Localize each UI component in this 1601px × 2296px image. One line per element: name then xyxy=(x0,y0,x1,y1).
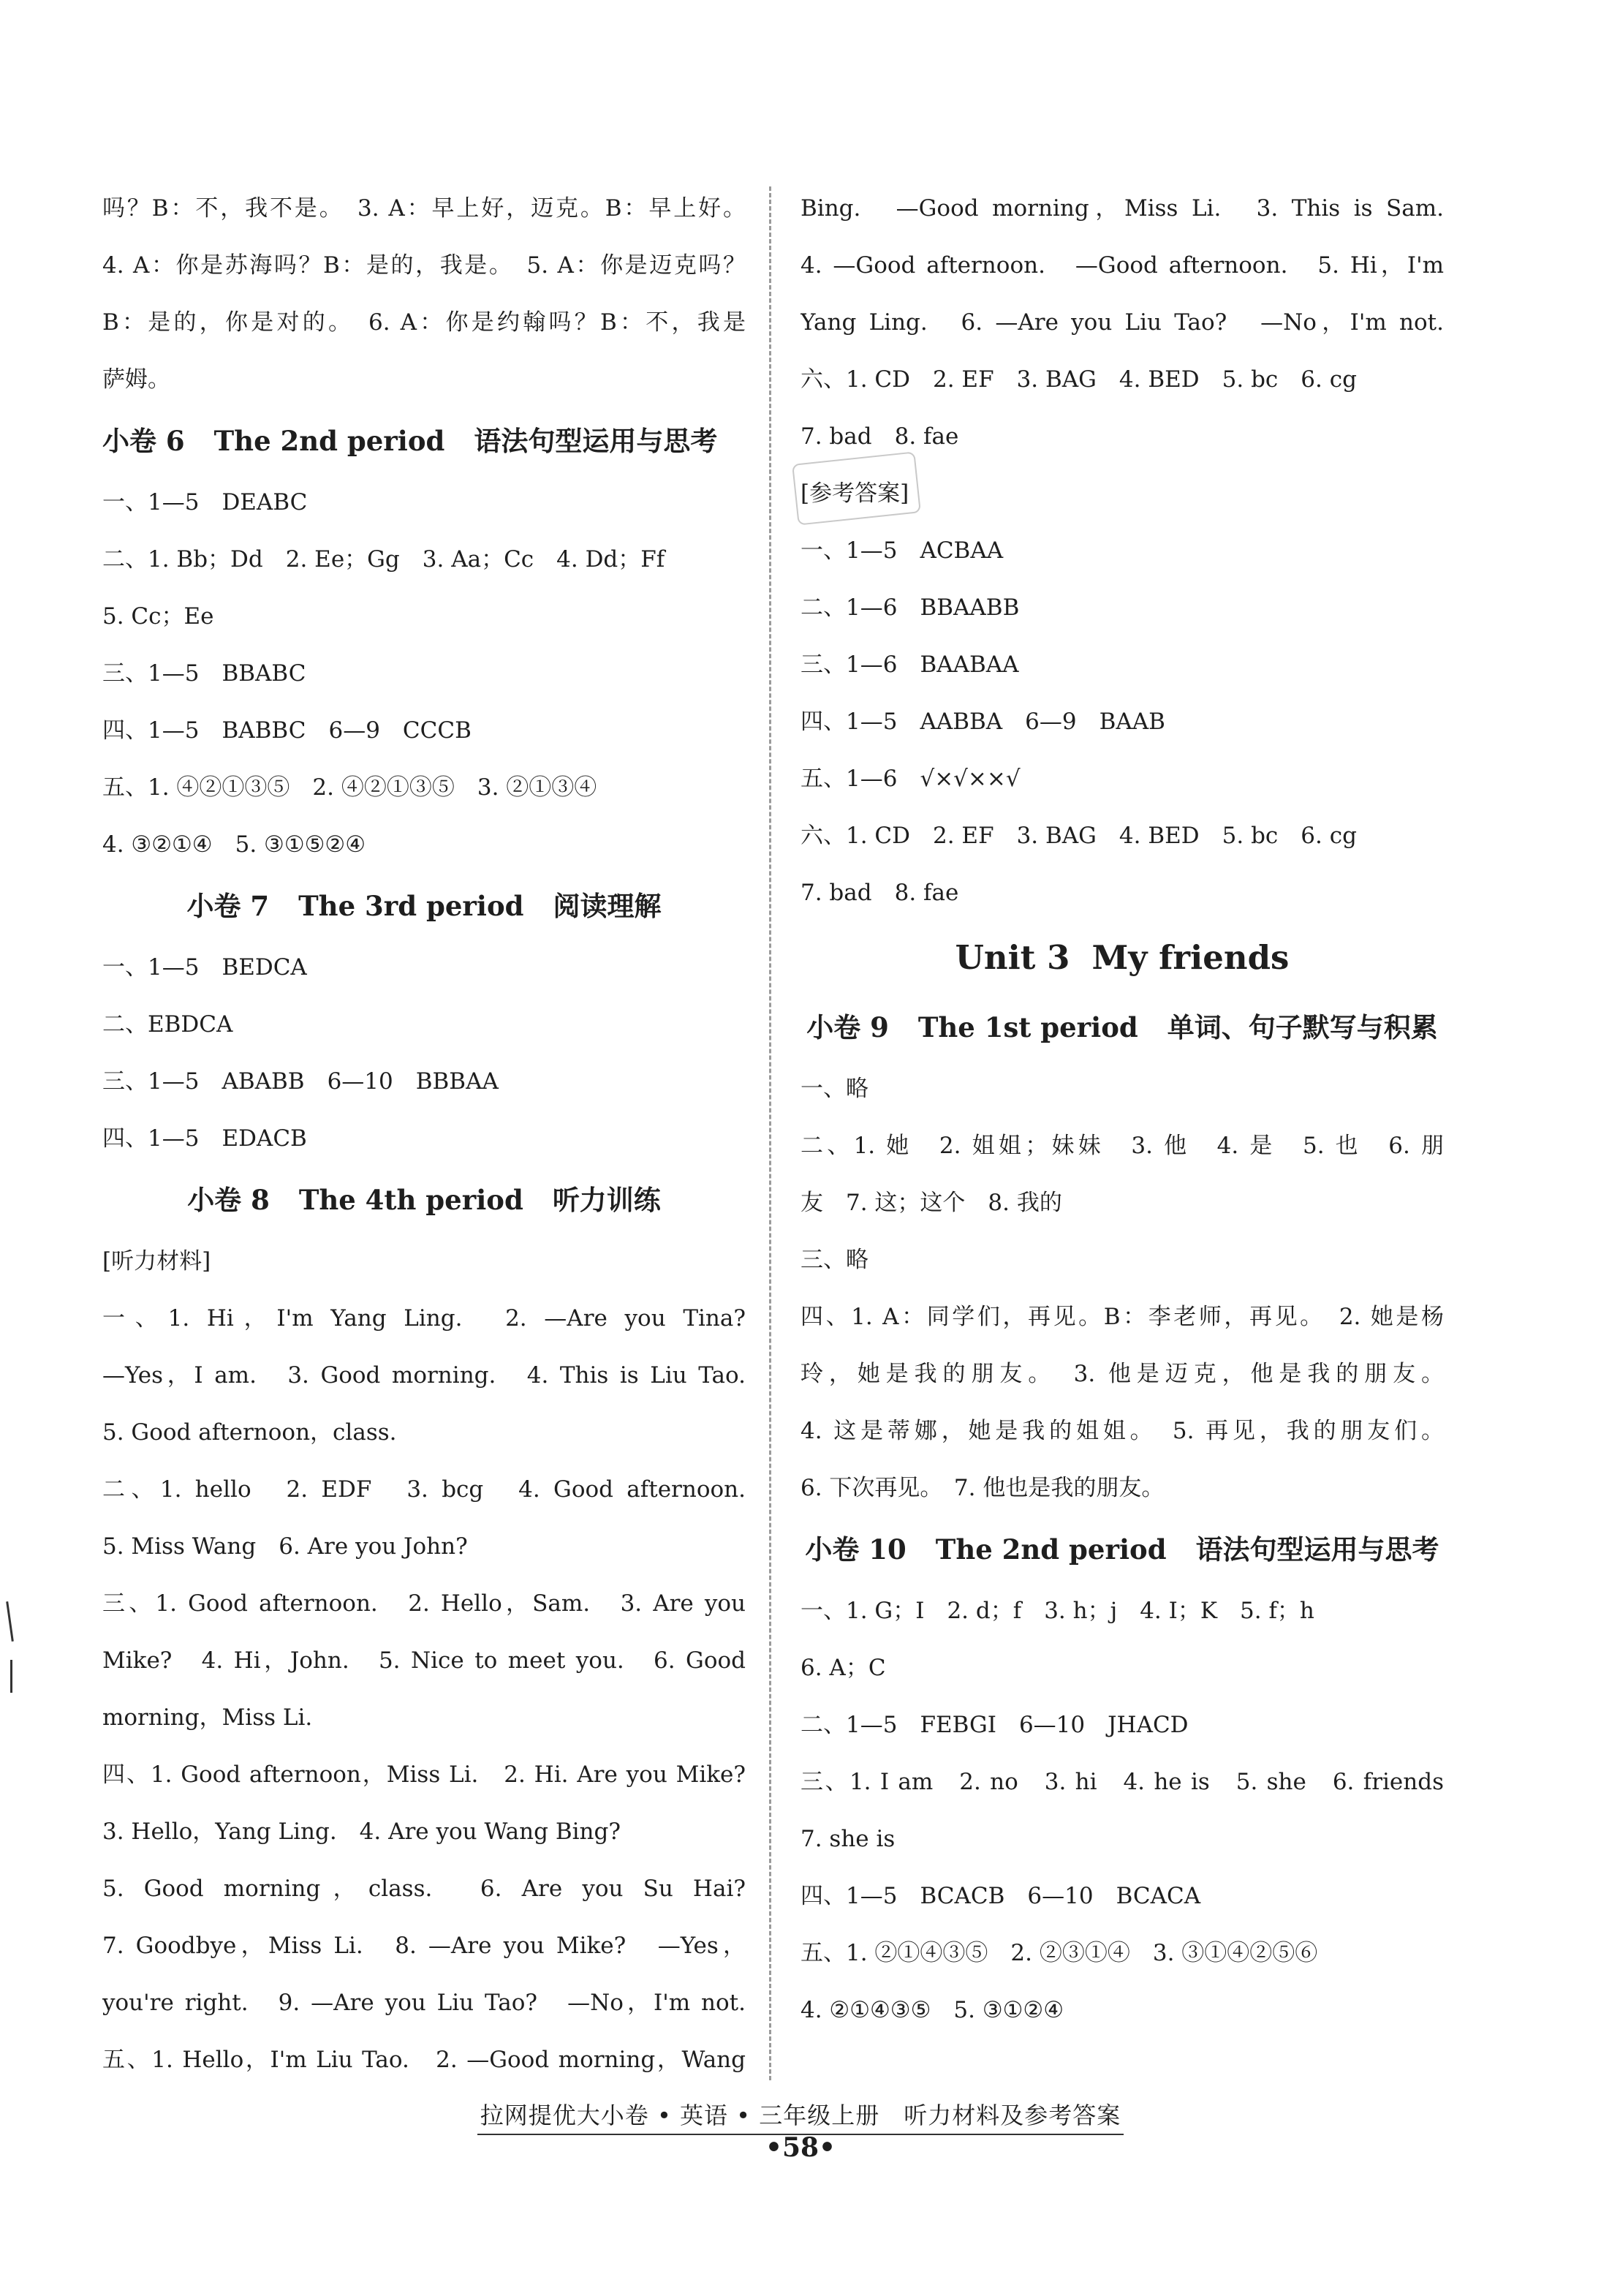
answer-line: 三、略 xyxy=(800,1247,868,1273)
answer-line: Bing. —Good morning，Miss Li. 3. This is Sam. xyxy=(800,195,1444,222)
answer-line: 五、1. ②①④③⑤ 2. ②③①④ 3. ③①④②⑤⑥ xyxy=(800,1940,1318,1966)
section-8-title: 小卷 8 The 4th period 听力训练 xyxy=(187,1184,661,1216)
answer-line: 吗？B：不，我不是。 3. A：早上好，迈克。B：早上好。 xyxy=(102,195,746,222)
answer-line: 一、略 xyxy=(800,1076,868,1102)
answer-line: 三、1—5 BBABC xyxy=(102,660,306,687)
answer-line: 6. 下次再见。 7. 他也是我的朋友。 xyxy=(800,1475,1165,1501)
answer-line: 四、1—5 AABBA 6—9 BAAB xyxy=(800,709,1165,735)
answer-line: 三、1. I am 2. no 3. hi 4. he is 5. she 6. friends xyxy=(800,1769,1444,1795)
answer-line: 四、1—5 BABBC 6—9 CCCB xyxy=(102,717,472,744)
answer-line: 四、1. A：同学们，再见。B：李老师，再见。 2. 她是杨 xyxy=(800,1304,1444,1330)
answer-line: 四、1—5 EDACB xyxy=(102,1125,307,1152)
answer-line: 玲，她是我的朋友。 3. 他是迈克，他是我的朋友。 xyxy=(800,1361,1444,1387)
answer-line: 一、1—5 DEABC xyxy=(102,489,308,516)
answer-line: 7. she is xyxy=(800,1826,896,1852)
answer-line: —Yes，I am. 3. Good morning. 4. This is Liu Tao. xyxy=(102,1362,746,1389)
left-column xyxy=(102,180,746,2088)
listening-material-label: [听力材料] xyxy=(102,1248,211,1274)
answer-line: 5. Good morning，class. 6. Are you Su Hai? xyxy=(102,1876,746,1902)
answer-line: 5. Miss Wang 6. Are you John? xyxy=(102,1533,468,1560)
answer-line: 萨姆。 xyxy=(102,366,170,393)
reference-answer-label: [参考答案] xyxy=(800,465,1444,522)
answer-line: B：是的，你是对的。 6. A：你是约翰吗？B：不，我是 xyxy=(102,309,746,336)
answer-line: 二、1. Bb；Dd 2. Ee；Gg 3. Aa；Cc 4. Dd；Ff xyxy=(102,546,665,573)
answer-line: 7. bad 8. fae xyxy=(800,423,959,450)
answer-line: 四、1—5 BCACB 6—10 BCACA xyxy=(800,1883,1201,1909)
answer-line: 5. Cc；Ee xyxy=(102,603,214,630)
answer-line: 一、1. G；I 2. d；f 3. h；j 4. I；K 5. f；h xyxy=(800,1598,1314,1624)
answer-line: 4. A：你是苏海吗？B：是的，我是。 5. A：你是迈克吗？ xyxy=(102,252,746,279)
answer-line: 二、1—5 FEBGI 6—10 JHACD xyxy=(800,1712,1189,1738)
answer-line: Yang Ling. 6. —Are you Liu Tao? —No，I'm not. xyxy=(800,309,1444,336)
section-7-title: 小卷 7 The 3rd period 阅读理解 xyxy=(186,890,662,922)
answer-line: you're right. 9. —Are you Liu Tao? —No，I'm not. xyxy=(102,1990,746,2016)
answer-line: 3. Hello，Yang Ling. 4. Are you Wang Bing? xyxy=(102,1819,621,1845)
answer-line: 5. Good afternoon，class. xyxy=(102,1419,397,1446)
answer-line: morning，Miss Li. xyxy=(102,1704,313,1731)
answer-line: 6. A；C xyxy=(800,1655,886,1681)
margin-mark xyxy=(10,1660,12,1693)
answer-line: 三、1—6 BAABAA xyxy=(800,652,1019,678)
section-9-title: 小卷 9 The 1st period 单词、句子默写与积累 xyxy=(806,1011,1438,1043)
answer-line: Mike? 4. Hi，John. 5. Nice to meet you. 6. Good xyxy=(102,1647,746,1674)
page-number: •58• xyxy=(765,2132,836,2163)
answer-line: 五、1—6 √×√××√ xyxy=(800,766,1021,792)
answer-line: 三、1. Good afternoon. 2. Hello，Sam. 3. Are you xyxy=(102,1590,746,1617)
answer-line: 三、1—5 ABABB 6—10 BBBAA xyxy=(102,1068,499,1095)
answer-line: 7. bad 8. fae xyxy=(800,880,959,906)
answer-line: 4. ③②①④ 5. ③①⑤②④ xyxy=(102,831,366,858)
section-10-title: 小卷 10 The 2nd period 语法句型运用与思考 xyxy=(805,1533,1439,1566)
section-6-title: 小卷 6 The 2nd period 语法句型运用与思考 xyxy=(102,425,718,457)
answer-line: 一、1—5 ACBAA xyxy=(800,537,1004,564)
answer-line: 六、1. CD 2. EF 3. BAG 4. BED 5. bc 6. cg xyxy=(800,366,1357,393)
answer-line: 一、1—5 BEDCA xyxy=(102,954,307,981)
answer-line: 4. 这是蒂娜，她是我的姐姐。 5. 再见，我的朋友们。 xyxy=(800,1418,1444,1444)
unit-title: Unit 3 My friends xyxy=(955,938,1290,977)
answer-line: 一、1. Hi，I'm Yang Ling. 2. —Are you Tina? xyxy=(102,1305,746,1332)
answer-line: 7. Goodbye，Miss Li. 8. —Are you Mike? —Yes， xyxy=(102,1933,746,1959)
answer-line: 四、1. Good afternoon，Miss Li. 2. Hi. Are you Mike? xyxy=(102,1761,746,1788)
answer-line: 五、1. ④②①③⑤ 2. ④②①③⑤ 3. ②①③④ xyxy=(102,774,597,801)
answer-line: 二、1. hello 2. EDF 3. bcg 4. Good afternoon. xyxy=(102,1476,746,1503)
answer-line: 二、1—6 BBAABB xyxy=(800,594,1020,621)
column-divider xyxy=(769,186,771,2080)
answer-line: 二、EBDCA xyxy=(102,1011,233,1038)
answer-line: 六、1. CD 2. EF 3. BAG 4. BED 5. bc 6. cg xyxy=(800,823,1357,849)
right-column xyxy=(800,180,1444,2039)
answer-line: 4. —Good afternoon. —Good afternoon. 5. Hi，I'm xyxy=(800,252,1444,279)
answer-line: 友 7. 这；这个 8. 我的 xyxy=(800,1190,1062,1216)
margin-mark xyxy=(6,1601,14,1642)
book-title-footer: 拉网提优大小卷 • 英语 • 三年级上册 听力材料及参考答案 xyxy=(0,2097,1601,2131)
answer-line: 二、1. 她 2. 姐姐；妹妹 3. 他 4. 是 5. 也 6. 朋 xyxy=(800,1133,1444,1159)
answer-line: 五、1. Hello，I'm Liu Tao. 2. —Good morning，Wang xyxy=(102,2047,746,2073)
answer-line: 4. ②①④③⑤ 5. ③①②④ xyxy=(800,1997,1064,2023)
